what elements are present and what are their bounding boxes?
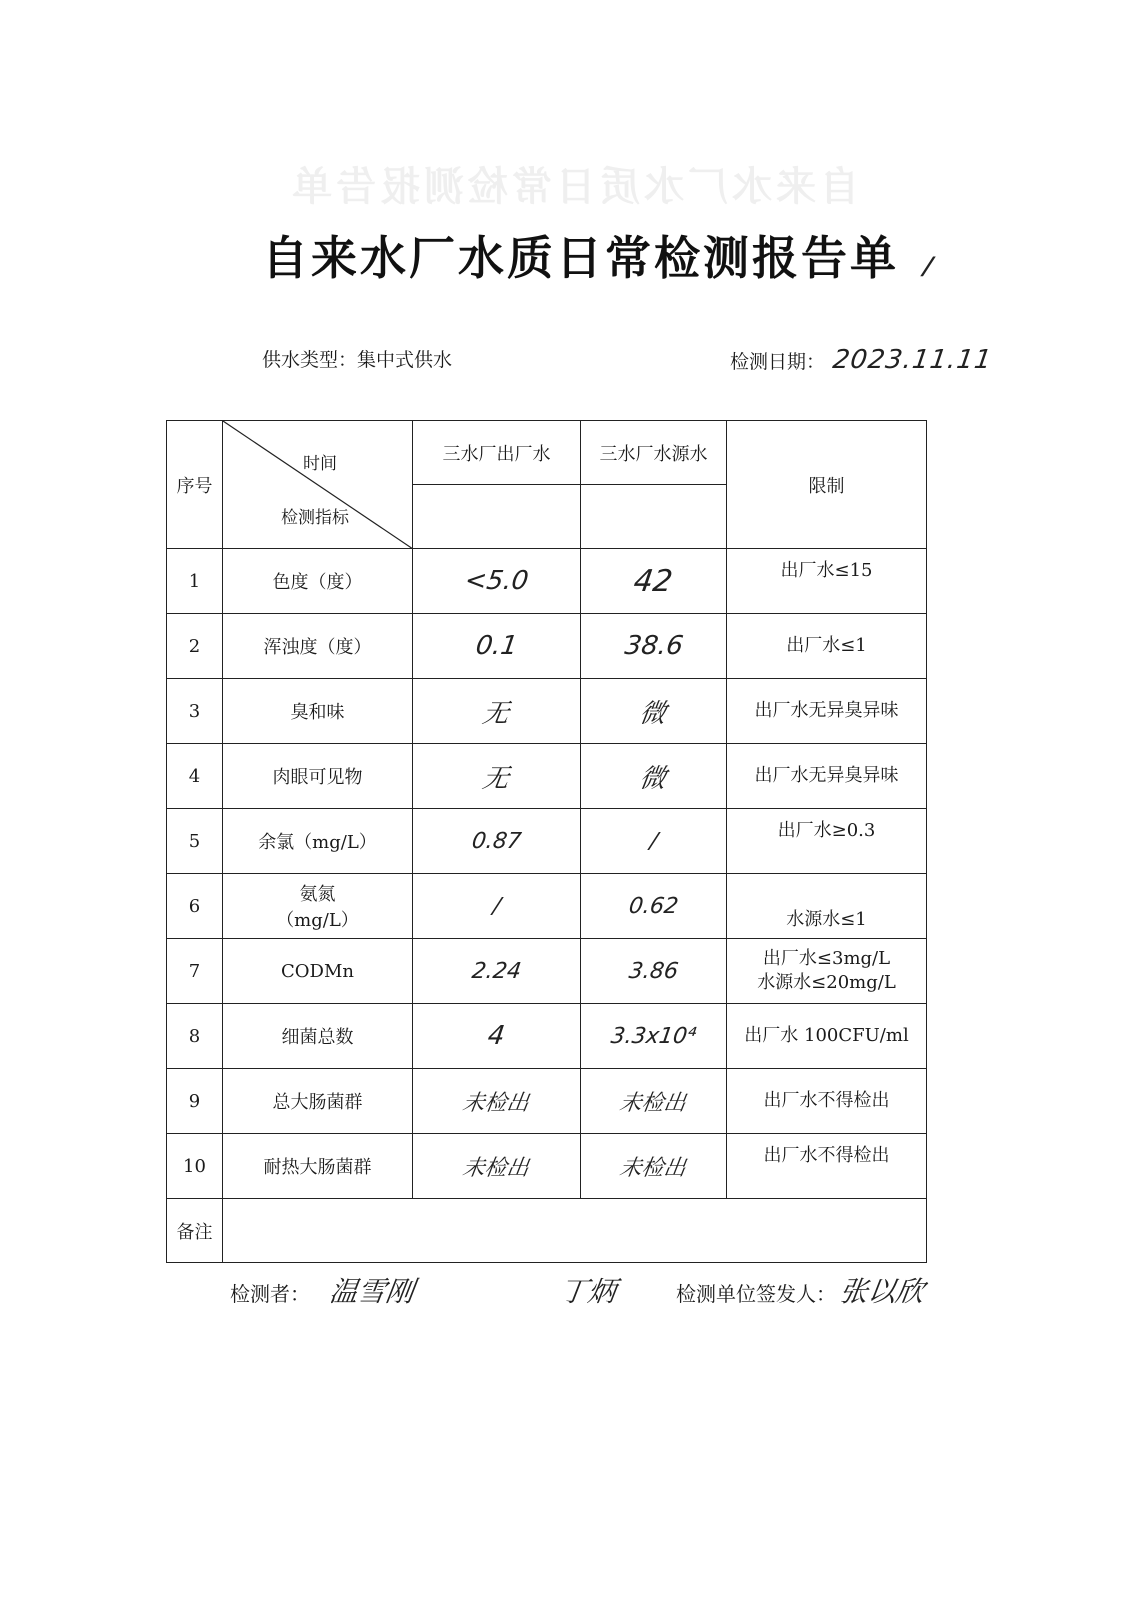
table-row bbox=[167, 549, 927, 614]
row-no: 1 bbox=[167, 549, 223, 614]
row-limit-line2: 水源水≤20mg/L bbox=[757, 972, 896, 993]
handwritten-value: 3.86 bbox=[627, 958, 680, 984]
test-date bbox=[730, 345, 992, 375]
row-limit: 出厂水≥0.3 bbox=[727, 809, 927, 874]
row-no: 9 bbox=[167, 1069, 223, 1134]
handwritten-value: 2.24 bbox=[470, 958, 523, 984]
header-col2-blank bbox=[581, 485, 727, 549]
row-value-outlet bbox=[413, 614, 581, 679]
row-no: 2 bbox=[167, 614, 223, 679]
table-row bbox=[167, 1069, 927, 1134]
header-col1-blank bbox=[413, 485, 581, 549]
row-item: 浑浊度（度） bbox=[223, 614, 413, 679]
row-no: 8 bbox=[167, 1004, 223, 1069]
row-value-source bbox=[581, 939, 727, 1004]
inspector-signature: 温雪刚 bbox=[327, 1275, 417, 1308]
handwritten-value: 0.62 bbox=[627, 893, 680, 919]
row-limit: 出厂水无异臭异味 bbox=[727, 679, 927, 744]
row-value-outlet bbox=[413, 939, 581, 1004]
row-no: 10 bbox=[167, 1134, 223, 1199]
header-limit: 限制 bbox=[727, 421, 927, 549]
row-value-outlet bbox=[413, 1069, 581, 1134]
row-item: 耐热大肠菌群 bbox=[223, 1134, 413, 1199]
table-row bbox=[167, 1004, 927, 1069]
test-date-label: 检测日期： bbox=[730, 351, 826, 373]
header-indicator: 检测指标 bbox=[281, 508, 349, 528]
handwritten-value: 未检出 bbox=[618, 1155, 688, 1181]
row-value-outlet bbox=[413, 679, 581, 744]
row-item: 色度（度） bbox=[223, 549, 413, 614]
header-time: 时间 bbox=[303, 454, 337, 474]
second-signature bbox=[557, 1270, 619, 1310]
row-limit: 出厂水不得检出 bbox=[727, 1069, 927, 1134]
row-value-source bbox=[581, 744, 727, 809]
row-value-source bbox=[581, 549, 727, 614]
table-row bbox=[167, 939, 927, 1004]
report-table bbox=[166, 420, 927, 1263]
issuer bbox=[676, 1270, 927, 1310]
table-row bbox=[167, 1134, 927, 1199]
row-no: 5 bbox=[167, 809, 223, 874]
row-item: 总大肠菌群 bbox=[223, 1069, 413, 1134]
handwritten-value: 未检出 bbox=[461, 1090, 531, 1116]
title-pen-mark: / bbox=[922, 252, 938, 280]
table-row bbox=[167, 874, 927, 939]
handwritten-value: 4 bbox=[486, 1021, 507, 1051]
row-item: 臭和味 bbox=[223, 679, 413, 744]
row-item: 余氯（mg/L） bbox=[223, 809, 413, 874]
row-value-outlet bbox=[413, 549, 581, 614]
row-item: 肉眼可见物 bbox=[223, 744, 413, 809]
row-limit: 出厂水≤15 bbox=[727, 549, 927, 614]
supply-type: 供水类型：集中式供水 bbox=[262, 349, 453, 371]
handwritten-value: 微 bbox=[638, 763, 669, 794]
row-value-outlet bbox=[413, 744, 581, 809]
page-title bbox=[262, 222, 938, 288]
row-limit: 出厂水不得检出 bbox=[727, 1134, 927, 1199]
row-limit: 水源水≤1 bbox=[727, 874, 927, 939]
table-row bbox=[167, 614, 927, 679]
handwritten-value: 微 bbox=[638, 698, 669, 729]
row-value-source bbox=[581, 679, 727, 744]
issuer-label: 检测单位签发人： bbox=[676, 1282, 836, 1306]
row-value-source bbox=[581, 1004, 727, 1069]
header-diagonal bbox=[223, 421, 413, 549]
handwritten-value: 38.6 bbox=[622, 631, 685, 661]
row-limit bbox=[727, 939, 927, 1004]
row-value-source bbox=[581, 874, 727, 939]
row-value-source bbox=[581, 1134, 727, 1199]
inspector-label: 检测者： bbox=[230, 1282, 310, 1306]
row-limit: 出厂水≤1 bbox=[727, 614, 927, 679]
row-value-outlet bbox=[413, 809, 581, 874]
test-date-value: 2023.11.11 bbox=[830, 345, 994, 375]
row-no: 4 bbox=[167, 744, 223, 809]
header-diagonal-line bbox=[223, 421, 413, 549]
row-item bbox=[223, 874, 413, 939]
row-item-line1: 氨氮 bbox=[299, 884, 336, 905]
handwritten-value: 0.87 bbox=[470, 828, 523, 854]
remarks-row bbox=[167, 1199, 927, 1263]
handwritten-value: / bbox=[648, 828, 659, 854]
header-seq: 序号 bbox=[167, 421, 223, 549]
row-limit-line1: 出厂水≤3mg/L bbox=[762, 947, 891, 969]
handwritten-value: <5.0 bbox=[462, 566, 531, 596]
handwritten-value: 未检出 bbox=[461, 1155, 531, 1181]
table-row bbox=[167, 744, 927, 809]
show-through-title: 自来水厂水质日常检测报告单 bbox=[288, 163, 860, 210]
handwritten-value: 42 bbox=[631, 563, 676, 599]
table-row bbox=[167, 679, 927, 744]
row-no: 7 bbox=[167, 939, 223, 1004]
header-col1: 三水厂出厂水 bbox=[413, 421, 581, 485]
row-limit: 出厂水无异臭异味 bbox=[727, 744, 927, 809]
remarks-label: 备注 bbox=[167, 1199, 223, 1263]
header-row bbox=[167, 421, 927, 485]
issuer-signature: 张以欣 bbox=[837, 1275, 927, 1308]
inspector bbox=[230, 1270, 417, 1310]
title-text: 自来水厂水质日常检测报告单 bbox=[262, 231, 899, 285]
handwritten-value: 未检出 bbox=[618, 1090, 688, 1116]
handwritten-value: 无 bbox=[481, 763, 512, 794]
row-no: 3 bbox=[167, 679, 223, 744]
row-value-outlet bbox=[413, 874, 581, 939]
handwritten-value: 0.1 bbox=[473, 631, 520, 661]
remarks-value bbox=[223, 1199, 927, 1263]
handwritten-value: 无 bbox=[481, 698, 512, 729]
table-row bbox=[167, 809, 927, 874]
row-value-outlet bbox=[413, 1134, 581, 1199]
row-value-source bbox=[581, 809, 727, 874]
row-item: CODMn bbox=[223, 939, 413, 1004]
row-limit: 出厂水 100CFU/ml bbox=[727, 1004, 927, 1069]
second-signature-text: 丁炳 bbox=[557, 1275, 619, 1308]
row-value-source bbox=[581, 1069, 727, 1134]
row-item-line2: （mg/L） bbox=[276, 910, 359, 931]
row-item: 细菌总数 bbox=[223, 1004, 413, 1069]
handwritten-value: 3.3x10⁴ bbox=[609, 1023, 698, 1049]
handwritten-value: / bbox=[491, 893, 502, 919]
header-col2: 三水厂水源水 bbox=[581, 421, 727, 485]
row-no: 6 bbox=[167, 874, 223, 939]
row-value-source bbox=[581, 614, 727, 679]
row-value-outlet bbox=[413, 1004, 581, 1069]
